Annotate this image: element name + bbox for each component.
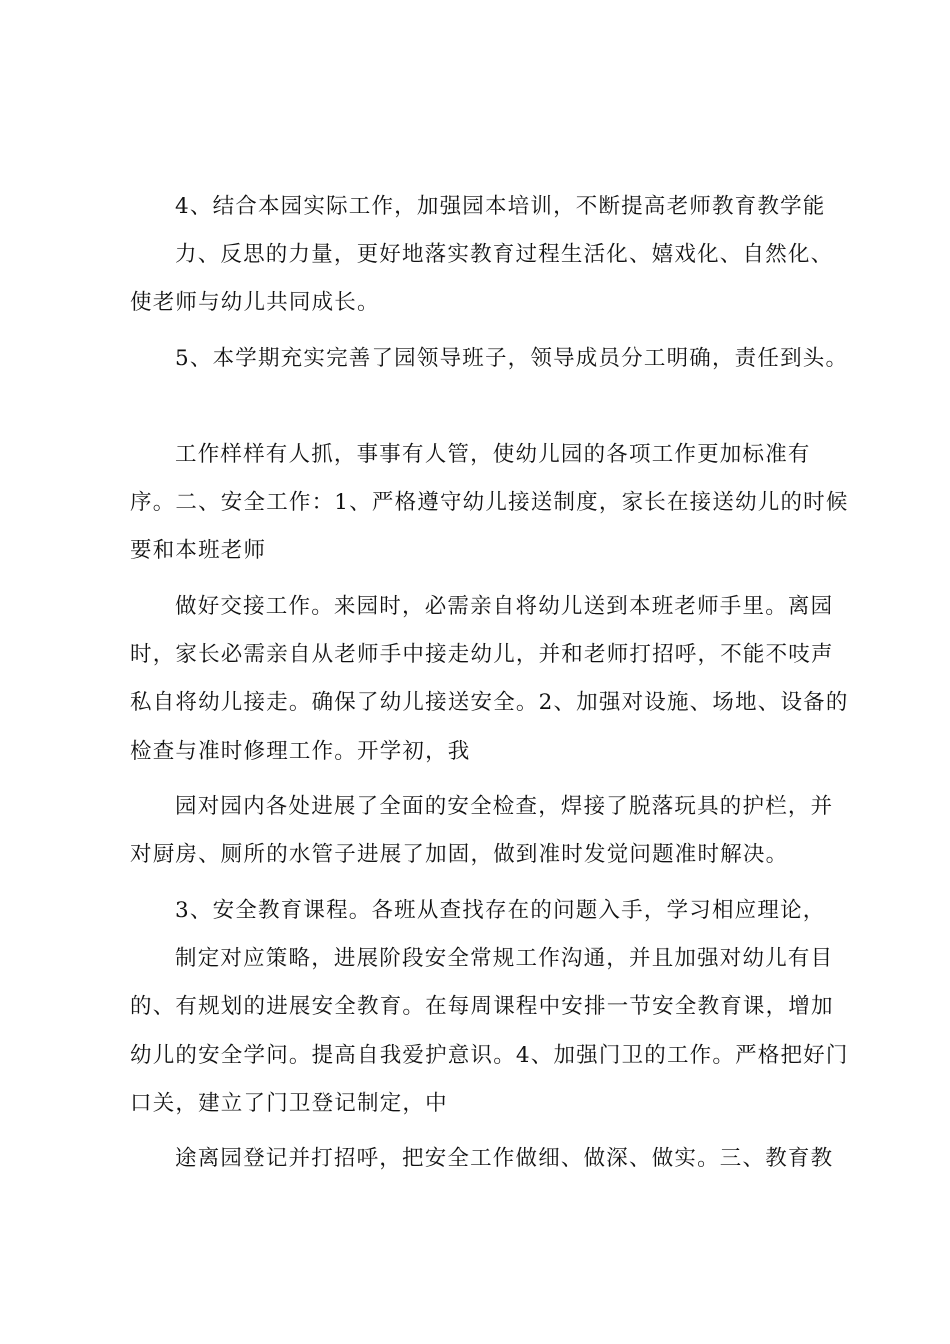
text-line: 5、本学期充实完善了园领导班子，领导成员分工明确，责任到头。 <box>175 346 849 371</box>
text-line: 制定对应策略，进展阶段安全常规工作沟通，并且加强对幼儿有目 <box>175 946 834 971</box>
text-line: 使老师与幼儿共同成长。 <box>130 290 380 315</box>
text-line: 时，家长必需亲自从老师手中接走幼儿，并和老师打招呼，不能不吱声 <box>130 642 834 667</box>
text-line: 序。二、安全工作：1、严格遵守幼儿接送制度，家长在接送幼儿的时候 <box>130 490 849 515</box>
text-line: 要和本班老师 <box>130 538 267 563</box>
text-line: 3、安全教育课程。各班从查找存在的问题入手，学习相应理论， <box>175 898 826 923</box>
text-line: 园对园内各处进展了全面的安全检查，焊接了脱落玩具的护栏，并 <box>175 794 834 819</box>
text-line: 对厨房、厕所的水管子进展了加固，做到准时发觉问题准时解决。 <box>130 842 789 867</box>
text-line: 4、结合本园实际工作，加强园本培训，不断提高老师教育教学能 <box>175 194 826 219</box>
text-line: 的、有规划的进展安全教育。在每周课程中安排一节安全教育课，增加 <box>130 994 834 1019</box>
text-line: 检查与准时修理工作。开学初，我 <box>130 739 471 764</box>
text-line: 途离园登记并打招呼，把安全工作做细、做深、做实。三、教育教 <box>175 1146 834 1171</box>
text-line: 幼儿的安全学问。提高自我爱护意识。4、加强门卫的工作。严格把好门 <box>130 1043 849 1068</box>
text-line: 口关，建立了门卫登记制定，中 <box>130 1091 448 1116</box>
text-line: 力、反思的力量，更好地落实教育过程生活化、嬉戏化、自然化、 <box>175 242 834 267</box>
text-line: 工作样样有人抓，事事有人管，使幼儿园的各项工作更加标准有 <box>175 442 811 467</box>
text-line: 做好交接工作。来园时，必需亲自将幼儿送到本班老师手里。离园 <box>175 594 834 619</box>
text-line: 私自将幼儿接走。确保了幼儿接送安全。2、加强对设施、场地、设备的 <box>130 690 849 715</box>
